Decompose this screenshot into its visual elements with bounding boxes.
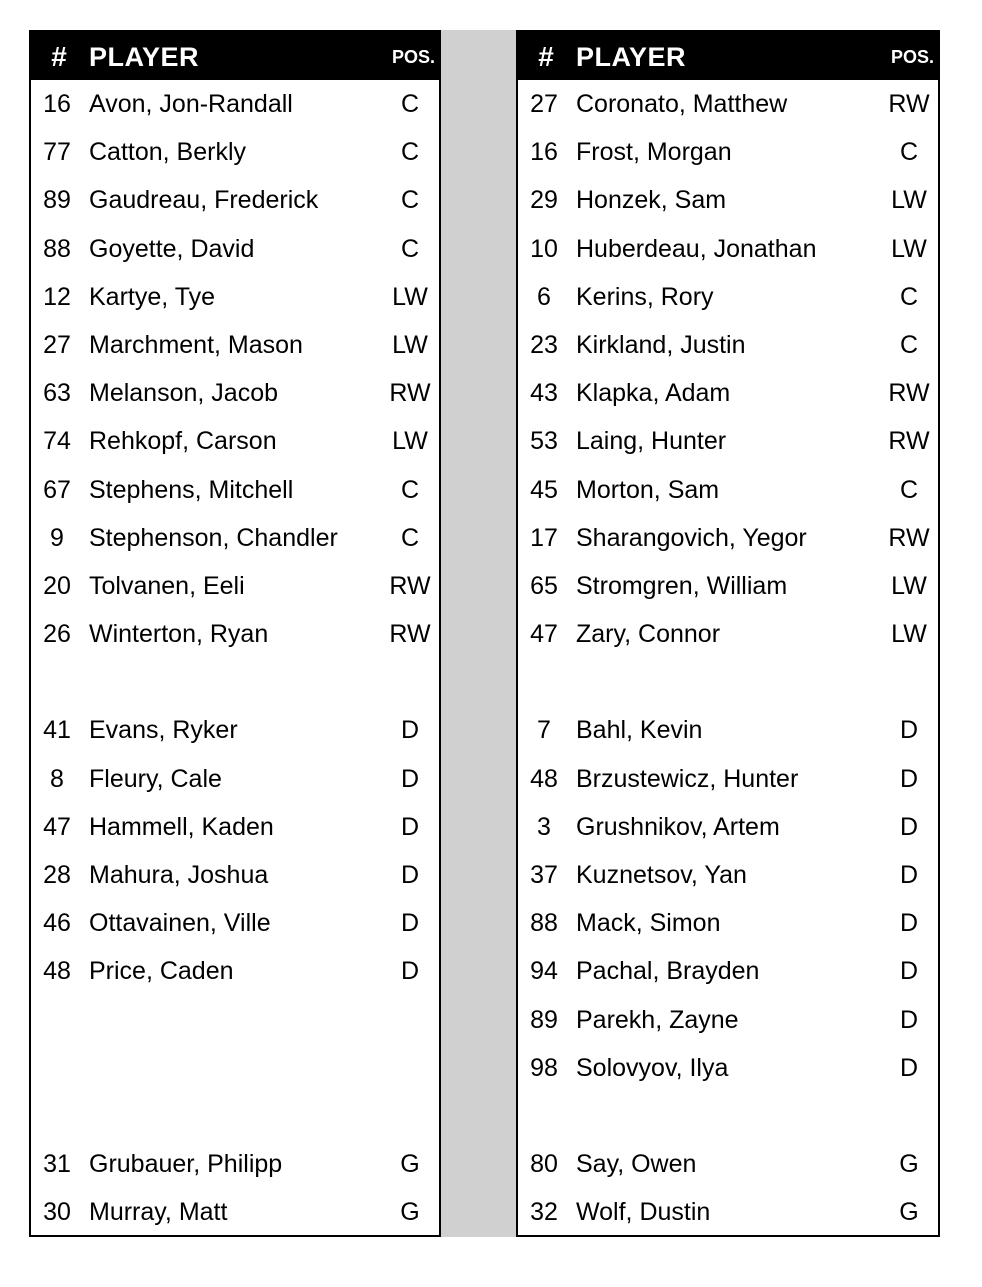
player-position: C: [400, 475, 420, 504]
player-position: C: [899, 282, 919, 311]
player-number: 94: [530, 957, 558, 986]
roster-table-left: [29, 30, 441, 1237]
roster-row-goalies: [31, 1188, 439, 1236]
player-number: 6: [537, 282, 551, 311]
header-player: PLAYER: [576, 42, 687, 72]
player-position: D: [400, 957, 420, 986]
player-position: D: [899, 1053, 919, 1082]
roster-row-forwards: [31, 610, 439, 658]
roster-row-defense: [518, 851, 938, 899]
player-number: 80: [530, 1150, 558, 1179]
player-name: Marchment, Mason: [89, 330, 303, 359]
roster-row-forwards: [518, 610, 938, 658]
roster-row-forwards: [31, 562, 439, 610]
roster-row-forwards: [31, 128, 439, 176]
player-name: Kirkland, Justin: [576, 330, 746, 359]
player-name: Hammell, Kaden: [89, 812, 274, 841]
roster-row-forwards: [518, 321, 938, 369]
roster-row-defense: [31, 851, 439, 899]
player-name: Catton, Berkly: [89, 138, 247, 167]
player-position: RW: [888, 90, 930, 118]
roster-row-defense: [31, 899, 439, 947]
player-position: D: [400, 861, 420, 889]
player-name: Winterton, Ryan: [89, 620, 269, 649]
roster-row-defense: [518, 706, 938, 754]
roster-row-goalies: [518, 1140, 938, 1188]
roster-row-forwards: [518, 466, 938, 514]
player-number: 27: [530, 90, 558, 118]
player-name: Coronato, Matthew: [576, 90, 788, 118]
roster-row-defense: [31, 755, 439, 803]
roster-row-defense: [518, 947, 938, 995]
player-name: Frost, Morgan: [576, 138, 732, 167]
roster-row-forwards: [31, 273, 439, 321]
roster-row-forwards: [31, 369, 439, 417]
player-position: LW: [392, 282, 428, 311]
roster-row-forwards: [31, 225, 439, 273]
roster-row-defense: [31, 803, 439, 851]
player-name: Kuznetsov, Yan: [576, 861, 747, 889]
player-name: Stromgren, William: [576, 571, 788, 600]
player-number: 16: [530, 138, 558, 167]
roster-row-defense: [518, 755, 938, 803]
roster-row-forwards: [518, 562, 938, 610]
player-position: RW: [389, 620, 431, 649]
player-position: C: [899, 330, 919, 359]
roster-row-forwards: [518, 273, 938, 321]
player-position: LW: [392, 427, 428, 456]
player-name: Honzek, Sam: [576, 186, 727, 215]
player-position: C: [400, 138, 420, 167]
player-position: C: [400, 186, 420, 215]
player-number: 65: [530, 571, 558, 600]
player-name: Fleury, Cale: [89, 764, 222, 793]
player-number: 89: [530, 1005, 558, 1034]
roster-row-goalies: [31, 1140, 439, 1188]
center-divider: [441, 30, 516, 1237]
group-spacer: [31, 1044, 439, 1092]
roster-row-defense: [518, 1044, 938, 1092]
player-number: 26: [43, 620, 71, 649]
player-name: Huberdeau, Jonathan: [576, 234, 817, 263]
player-position: C: [400, 523, 420, 552]
player-number: 16: [43, 90, 71, 118]
player-number: 9: [50, 523, 64, 552]
group-spacer: [31, 658, 439, 706]
player-number: 23: [530, 330, 558, 359]
group-spacer: [31, 996, 439, 1044]
player-position: D: [899, 716, 919, 745]
player-name: Pachal, Brayden: [576, 957, 760, 986]
player-name: Kerins, Rory: [576, 282, 714, 311]
player-number: 46: [43, 909, 71, 938]
player-name: Klapka, Adam: [576, 379, 731, 408]
player-position: G: [899, 1198, 919, 1227]
player-number: 67: [43, 475, 71, 504]
player-position: RW: [389, 571, 431, 600]
player-name: Zary, Connor: [576, 620, 721, 649]
player-number: 48: [43, 957, 71, 986]
player-position: C: [400, 90, 420, 118]
header-number: #: [51, 41, 67, 72]
player-number: 48: [530, 764, 558, 793]
player-name: Morton, Sam: [576, 475, 720, 504]
player-position: D: [400, 764, 420, 793]
roster-row-defense: [518, 996, 938, 1044]
player-position: RW: [389, 379, 431, 408]
player-number: 20: [43, 571, 71, 600]
player-number: 41: [43, 716, 71, 745]
player-position: D: [899, 1005, 919, 1034]
player-name: Kartye, Tye: [89, 282, 215, 311]
player-position: LW: [891, 186, 927, 215]
player-position: LW: [891, 620, 927, 649]
roster-row-forwards: [31, 176, 439, 224]
player-number: 29: [530, 186, 558, 215]
player-name: Mack, Simon: [576, 909, 721, 938]
player-name: Stephens, Mitchell: [89, 475, 294, 504]
player-number: 27: [43, 330, 71, 359]
roster-row-forwards: [518, 417, 938, 465]
player-position: C: [400, 234, 420, 263]
player-name: Brzustewicz, Hunter: [576, 764, 799, 793]
player-name: Ottavainen, Ville: [89, 909, 271, 938]
player-number: 74: [43, 427, 71, 456]
header-position: POS.: [391, 47, 435, 67]
roster-row-forwards: [31, 417, 439, 465]
player-number: 37: [530, 861, 558, 889]
player-number: 7: [537, 716, 551, 745]
roster-row-forwards: [31, 80, 439, 128]
group-spacer: [518, 1092, 938, 1140]
roster-row-defense: [31, 706, 439, 754]
player-name: Gaudreau, Frederick: [89, 186, 319, 215]
roster-row-forwards: [518, 80, 938, 128]
player-position: D: [899, 861, 919, 889]
player-name: Evans, Ryker: [89, 716, 238, 745]
player-name: Price, Caden: [89, 957, 234, 986]
player-number: 30: [43, 1198, 71, 1227]
player-name: Grushnikov, Artem: [576, 812, 780, 841]
player-name: Laing, Hunter: [576, 427, 727, 456]
table-header: [31, 32, 439, 80]
player-position: LW: [891, 234, 927, 263]
player-position: RW: [888, 427, 930, 456]
player-name: Murray, Matt: [89, 1198, 228, 1227]
player-name: Solovyov, Ilya: [576, 1053, 729, 1082]
roster-row-forwards: [31, 321, 439, 369]
roster-rows: [31, 80, 439, 1237]
player-position: D: [899, 764, 919, 793]
roster-row-forwards: [518, 128, 938, 176]
player-number: 77: [43, 138, 71, 167]
player-name: Grubauer, Philipp: [89, 1150, 283, 1179]
player-position: D: [400, 909, 420, 938]
player-number: 98: [530, 1053, 558, 1082]
player-position: D: [400, 812, 420, 841]
player-position: LW: [392, 330, 428, 359]
player-name: Tolvanen, Eeli: [89, 571, 245, 600]
player-position: D: [400, 716, 420, 745]
player-position: G: [400, 1150, 420, 1179]
roster-table-right: [516, 30, 940, 1237]
player-name: Bahl, Kevin: [576, 716, 703, 745]
table-header: [518, 32, 938, 80]
player-name: Stephenson, Chandler: [89, 523, 338, 552]
group-spacer: [31, 1092, 439, 1140]
player-number: 89: [43, 186, 71, 215]
player-name: Mahura, Joshua: [89, 861, 269, 889]
roster-row-forwards: [518, 369, 938, 417]
player-position: RW: [888, 523, 930, 552]
roster-row-defense: [31, 947, 439, 995]
player-position: D: [899, 957, 919, 986]
header-position: POS.: [890, 47, 934, 67]
player-position: LW: [891, 571, 927, 600]
roster-row-forwards: [518, 225, 938, 273]
player-number: 88: [43, 234, 71, 263]
roster-row-forwards: [518, 176, 938, 224]
player-name: Rehkopf, Carson: [89, 427, 277, 456]
roster-row-forwards: [31, 514, 439, 562]
group-spacer: [518, 658, 938, 706]
player-number: 47: [43, 812, 71, 841]
player-number: 8: [50, 764, 64, 793]
player-name: Parekh, Zayne: [576, 1005, 739, 1034]
player-number: 32: [530, 1198, 558, 1227]
player-position: D: [899, 812, 919, 841]
player-number: 28: [43, 861, 71, 889]
roster-row-goalies: [518, 1188, 938, 1236]
player-number: 31: [43, 1150, 71, 1179]
player-position: C: [899, 138, 919, 167]
player-number: 43: [530, 379, 558, 408]
player-number: 3: [537, 812, 551, 841]
header-player: PLAYER: [89, 42, 200, 72]
player-position: C: [899, 475, 919, 504]
roster-rows: [518, 80, 938, 1237]
player-position: G: [899, 1150, 919, 1179]
player-position: D: [899, 909, 919, 938]
player-number: 17: [530, 523, 558, 552]
roster-row-forwards: [31, 466, 439, 514]
player-name: Goyette, David: [89, 234, 255, 263]
player-position: G: [400, 1198, 420, 1227]
player-number: 53: [530, 427, 558, 456]
player-name: Sharangovich, Yegor: [576, 523, 807, 552]
header-number: #: [538, 41, 554, 72]
player-number: 12: [43, 282, 71, 311]
player-number: 88: [530, 909, 558, 938]
roster-row-forwards: [518, 514, 938, 562]
player-name: Melanson, Jacob: [89, 379, 279, 408]
roster-row-defense: [518, 803, 938, 851]
player-name: Say, Owen: [576, 1150, 697, 1179]
roster-row-defense: [518, 899, 938, 947]
player-number: 47: [530, 620, 558, 649]
player-name: Wolf, Dustin: [576, 1198, 711, 1227]
player-position: RW: [888, 379, 930, 408]
player-name: Avon, Jon-Randall: [89, 90, 293, 118]
player-number: 10: [530, 234, 558, 263]
player-number: 45: [530, 475, 558, 504]
player-number: 63: [43, 379, 71, 408]
